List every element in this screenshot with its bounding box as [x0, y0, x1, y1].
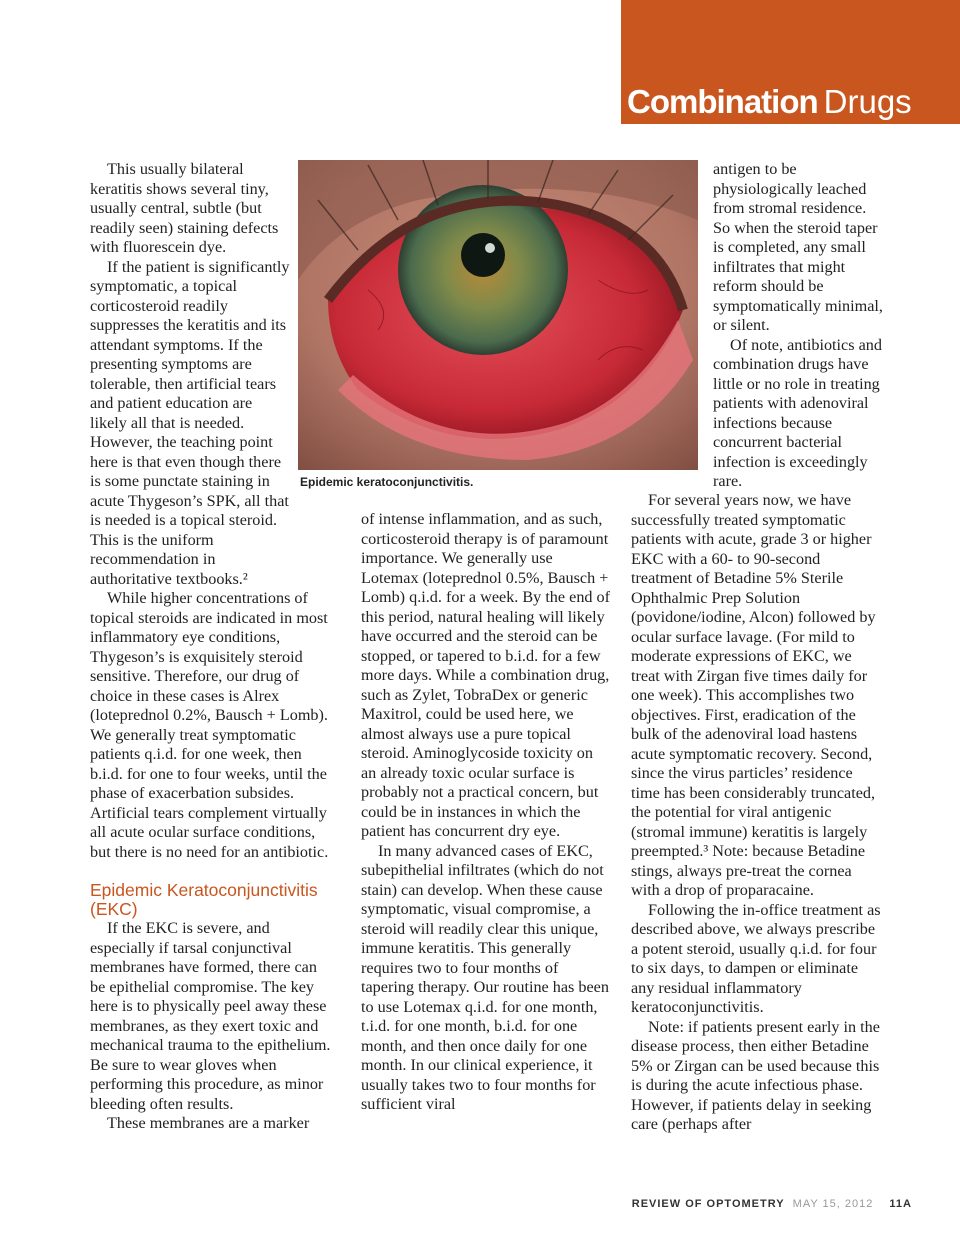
- paragraph: In many advanced cases of EKC, subepithelial infiltrates (which do not stain) can develop. When these cause symptomatic, visual compromise, a steroid will readily clear this unique, immune keratitis. This generally requires two to four months of tapering therapy. Our routine has been to use Lotemax q.i.d. for one month, t.i.d. for one month, b.i.d. for one month, and then once daily for one month. In our clinical experience, it usually takes two to four months for sufficient viral: [361, 841, 609, 1113]
- paragraph: of intense inflammation, and as such, corticosteroid therapy is of paramount importance. We generally use Lotemax (loteprednol 0.5%, Bausch + Lomb) q.i.d. for a week. By the end of this period, natural healing will likely have occurred and the steroid can be stopped, or tapered to b.i.d. for a few more days. While a combination drug, such as Zylet, TobraDex or generic Maxitrol, could be used here, we almost always use a pure topical steroid. Aminoglycoside toxicity on an already toxic ocular surface is probably not a practical concern, but could be in instances in which the patient has concurrent dry eye.: [361, 510, 611, 840]
- section-title-bold: Combination: [627, 83, 818, 120]
- publication-name: REVIEW OF OPTOMETRY: [631, 1198, 785, 1210]
- paragraph: Of note, antibiotics and combination drugs have little or no role in treating patients with adenoviral infections because concurrent bacterial infection is exceedingly rare.: [713, 335, 882, 490]
- paragraph: If the EKC is severe, and especially if tarsal conjunctival membranes have formed, there can be epithelial compromise. The key here is to physically peel away these membranes, as they exert toxic and mechanical trauma to the epithelium. Be sure to wear gloves when performing this procedure, as minor bleeding often results.: [90, 919, 331, 1113]
- issue-date: MAY 15, 2012: [792, 1198, 874, 1210]
- paragraph: Note: if patients present early in the disease process, then either Betadine 5% or Zirgan can be used because this is during the acute infectious phase. However, if patients delay in seeking care (perhaps after: [631, 1017, 880, 1133]
- section-subhead: Epidemic Keratoconjunctivitis (EKC): [90, 880, 318, 919]
- page-number: 11A: [889, 1198, 912, 1210]
- paragraph: Following the in-office treatment as described above, we always prescribe a potent steroid, usually q.i.d. for four to six days, to dampen or eliminate any residual inflammatory keratoconjunctivitis.: [631, 900, 881, 1016]
- paragraph: This usually bilateral keratitis shows several tiny, usually central, subtle (but readily seen) staining defects with fluorescein dye.: [90, 160, 279, 256]
- column-1: [90, 160, 335, 1134]
- section-title-light: Drugs: [823, 83, 912, 120]
- paragraph: For several years now, we have successfully treated symptomatic patients with acute, grade 3 or higher EKC with a 60- to 90-second treatment of Betadine 5% Sterile Ophthalmic Prep Solution (povidone/iodine, Alcon) followed by ocular surface lavage. (For mild to moderate expressions of EKC, we treat with Zirgan five times daily for one week). This accomplishes two objectives. First, eradication of the bulk of the adenoviral load hastens acute symptomatic recovery. Second, since the virus particles’ residence time has been considerably truncated, the potential for viral antigenic (stromal immune) keratitis is largely preempted.³ Note: because Betadine stings, always pre-treat the cornea with a drop of proparacaine.: [631, 491, 876, 899]
- section-title: [627, 82, 912, 122]
- page-footer: [632, 1198, 912, 1210]
- column-2: [361, 510, 611, 1115]
- paragraph: antigen to be physiologically leached from stromal residence. So when the steroid taper is completed, any small infiltrates that might reform should be symptomatically minimal, or silent.: [713, 160, 883, 334]
- column-3-bottom: [631, 491, 881, 1135]
- column-3-top: [713, 160, 883, 492]
- paragraph: These membranes are a marker: [107, 1114, 310, 1132]
- figure-caption: Epidemic keratoconjunctivitis.: [300, 475, 474, 489]
- eye-photo: [298, 160, 698, 470]
- paragraph: While higher concentrations of topical steroids are indicated in most inflammatory eye conditions, Thygeson’s is exquisitely steroid sensitive. Therefore, our drug of choice in these cases is Alrex (loteprednol 0.2%, Bausch + Lomb). We generally treat symptomatic patients q.i.d. for one week, then b.i.d. for one to four weeks, until the phase of exacerbation subsides. Artificial tears complement virtually all acute ocular surface conditions, but there is no need for an antibiotic.: [90, 589, 329, 861]
- paragraph: If the patient is significantly symptomatic, a topical corticosteroid readily suppresses the keratitis and its attendant symptoms. If the presenting symptoms are tolerable, then artificial tears and patient education are likely all that is needed. However, the teaching point here is that even though there is some punctate staining in acute Thygeson’s SPK, all that is needed is a topical steroid. This is the uniform recommendation in authoritative textbooks.²: [90, 257, 290, 588]
